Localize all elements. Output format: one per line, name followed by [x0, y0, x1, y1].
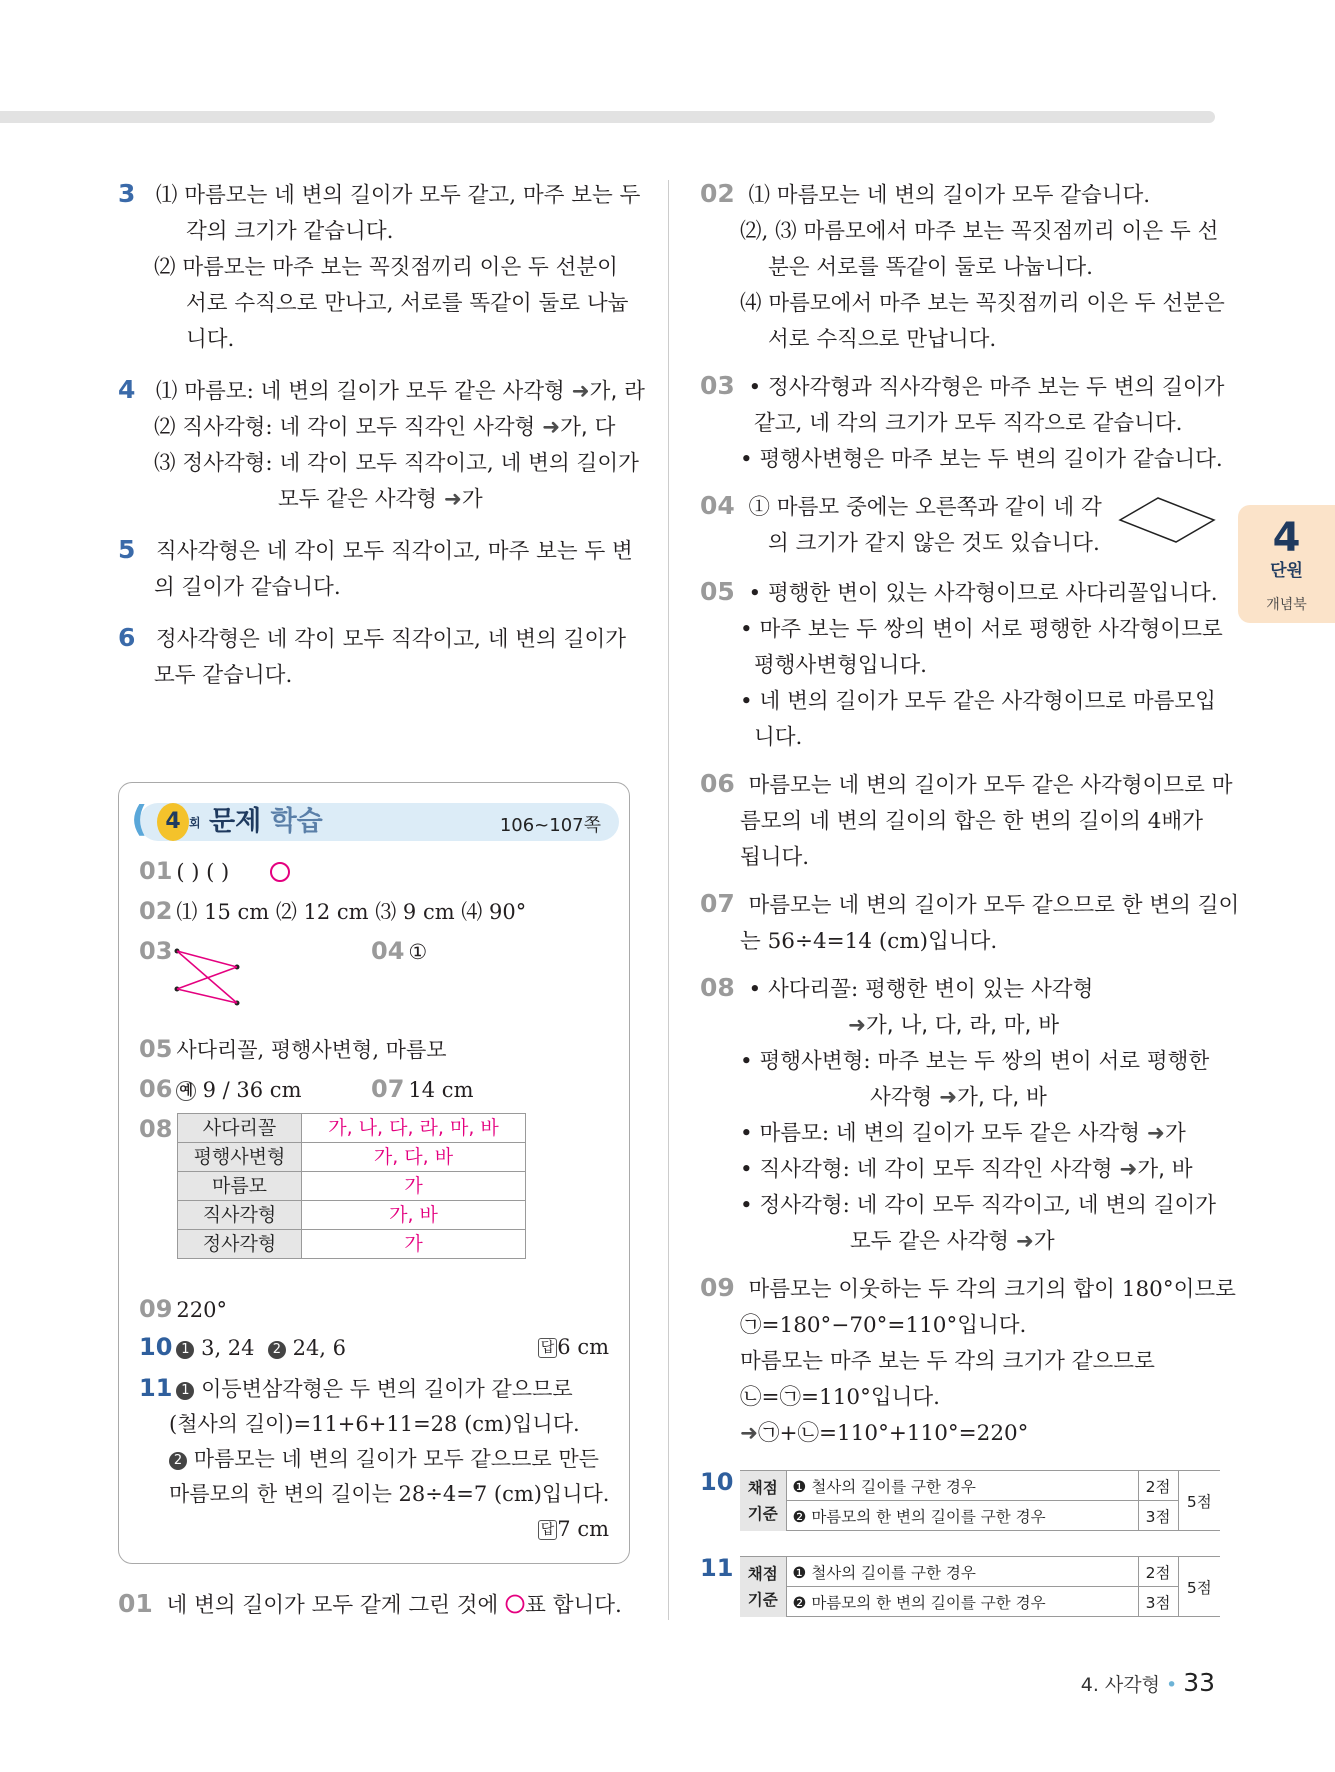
text-line: • 평행사변형은 마주 보는 두 변의 길이가 같습니다.	[740, 447, 1223, 472]
title-part-b: 학습	[270, 806, 323, 837]
bottom-answer-01	[118, 1586, 638, 1624]
text-line: ⑴ 마름모는 네 변의 길이가 모두 같습니다.	[748, 183, 1151, 208]
table-row	[740, 1557, 1220, 1587]
question-number: 03	[700, 371, 735, 400]
question-number: 06	[700, 769, 735, 798]
arrow-icon: ➜	[740, 1421, 759, 1446]
question-number: 11	[139, 1374, 173, 1402]
round-badge: 4	[157, 803, 189, 841]
study-answer-06	[139, 1073, 301, 1106]
step-1-icon: 1	[176, 1341, 194, 1359]
question-number: 05	[139, 1035, 173, 1063]
study-answer-05	[139, 1033, 447, 1066]
question-number: 02	[139, 897, 173, 925]
answer-label: 답	[538, 1520, 558, 1540]
text-line: 마름모의 한 변의 길이는 28÷4=7 (cm)입니다.	[169, 1482, 610, 1506]
table-value: 가, 다, 바	[302, 1143, 526, 1172]
criterion: ❷ 마름모의 한 변의 길이를 구한 경우	[786, 1587, 1138, 1617]
arrow-icon: ➜	[1146, 1121, 1165, 1146]
table-key: 정사각형	[178, 1230, 302, 1259]
bullet-icon: •	[1165, 1674, 1178, 1696]
study-title	[209, 804, 323, 840]
text-line: 분은 서로를 똑같이 둘로 나눕니다.	[768, 255, 1093, 280]
column-divider	[668, 180, 669, 1620]
text-line: ⑴ 마름모는 네 변의 길이가 모두 같고, 마주 보는 두	[155, 183, 641, 208]
question-number: 05	[700, 577, 735, 606]
text-line: ⑴ 마름모: 네 변의 길이가 모두 같은 사각형	[155, 379, 565, 404]
text-line: 모두 같습니다.	[154, 663, 293, 688]
arrow-icon: ➜	[1015, 1229, 1034, 1254]
text-line: 마름모는 이웃하는 두 각의 크기의 합이 180°이므로	[748, 1277, 1236, 1302]
answer-label: 답	[538, 1338, 558, 1358]
table-value: 가	[302, 1230, 526, 1259]
answer-letters: 가	[1164, 1121, 1186, 1146]
table-key: 마름모	[178, 1172, 302, 1201]
title-part-a: 문제	[209, 806, 262, 837]
question-number: 01	[139, 857, 173, 885]
page-footer	[1081, 1668, 1215, 1697]
answer-text: ⑴ 15 cm ⑵ 12 cm ⑶ 9 cm ⑷ 90°	[176, 900, 527, 924]
criterion: ❶ 철사의 길이를 구한 경우	[786, 1471, 1138, 1501]
arrow-icon: ➜	[443, 487, 462, 512]
text-line: 는 56÷4=14 (cm)입니다.	[740, 929, 998, 954]
study-answer-02	[139, 895, 526, 928]
question-number: 01	[118, 1589, 153, 1618]
study-answer-08-label	[139, 1113, 176, 1146]
text-line: 모두 같은 사각형	[850, 1229, 1010, 1254]
study-answer-11	[139, 1371, 609, 1547]
text-line: 같고, 네 각의 크기가 모두 직각으로 같습니다.	[754, 411, 1183, 436]
answer-text: 사다리꼴, 평행사변형, 마름모	[176, 1038, 447, 1062]
scoring-table-11	[740, 1556, 1220, 1617]
text-line: 마름모는 네 변의 길이가 모두 같으므로 한 변의 길이	[748, 893, 1240, 918]
question-number: 06	[139, 1075, 173, 1103]
question-number: 02	[700, 179, 735, 208]
text-line: 마름모는 마주 보는 두 각의 크기가 같으므로	[740, 1349, 1155, 1374]
text-line: (철사의 길이)=11+6+11=28 (cm)입니다.	[169, 1412, 580, 1436]
table-row	[740, 1587, 1220, 1617]
score-11-number	[700, 1552, 737, 1585]
answer-letters: 가	[461, 487, 483, 512]
points: 2점	[1138, 1471, 1178, 1501]
table-row	[178, 1230, 526, 1259]
study-answer-04	[371, 935, 427, 968]
total-points: 5점	[1178, 1471, 1220, 1531]
score-10-number	[700, 1466, 737, 1499]
scoring-table-10	[740, 1470, 1220, 1531]
page-number: 33	[1183, 1668, 1215, 1697]
answer-letters: 가	[1033, 1229, 1055, 1254]
round-suffix: 회	[189, 816, 201, 830]
text-line: • 정사각형과 직사각형은 마주 보는 두 변의 길이가	[748, 375, 1225, 400]
study-answer-03	[139, 935, 176, 968]
circle-mark-icon	[505, 1594, 525, 1614]
text-line: ㉠=180°−70°=110°입니다.	[740, 1313, 1027, 1338]
top-bar	[0, 111, 1215, 123]
text-line: 사각형	[870, 1085, 933, 1110]
text-line: • 평행사변형: 마주 보는 두 쌍의 변이 서로 평행한	[740, 1049, 1210, 1074]
text-line: ⑵ 직사각형: 네 각이 모두 직각인 사각형	[154, 415, 536, 440]
table-value: 가	[302, 1172, 526, 1201]
text-line: 서로 수직으로 만납니다.	[768, 327, 997, 352]
label-line: 기준	[747, 1590, 778, 1609]
text-line: 됩니다.	[740, 845, 810, 870]
question-number: 5	[118, 535, 136, 564]
table-row	[178, 1172, 526, 1201]
text-line: • 직사각형: 네 각이 모두 직각인 사각형	[740, 1157, 1113, 1182]
answer-02	[700, 176, 1225, 358]
answer-05	[700, 574, 1223, 756]
table-row	[178, 1143, 526, 1172]
criterion: ❷ 마름모의 한 변의 길이를 구한 경우	[786, 1501, 1138, 1531]
answer-09-right	[700, 1270, 1236, 1452]
answer-6	[118, 620, 638, 694]
answer-text: 3, 24	[201, 1336, 255, 1360]
text-line: 서로 수직으로 만나고, 서로를 똑같이 둘로 나눕	[186, 291, 629, 316]
table-row	[178, 1201, 526, 1230]
question-number: 10	[139, 1333, 173, 1361]
scoring-label	[740, 1471, 786, 1531]
text-line: 평행사변형입니다.	[754, 653, 927, 678]
study-answer-09	[139, 1293, 227, 1326]
answer-03	[700, 368, 1225, 478]
label-line: 채점	[747, 1564, 778, 1583]
study-answer-01	[139, 855, 229, 888]
question-number: 04	[371, 937, 405, 965]
step-2-icon: 2	[169, 1452, 187, 1470]
text-line: 모두 같은 사각형	[278, 487, 438, 512]
question-number: 08	[700, 973, 735, 1002]
label-line: 채점	[747, 1478, 778, 1497]
text-line: 각의 크기가 같습니다.	[186, 219, 394, 244]
step-1-icon: 1	[176, 1382, 194, 1400]
arrow-icon: ➜	[848, 1013, 867, 1038]
question-number: 09	[139, 1295, 173, 1323]
question-number: 10	[700, 1468, 734, 1496]
total-points: 5점	[1178, 1557, 1220, 1617]
text-line: ⑵, ⑶ 마름모에서 마주 보는 꼭짓점끼리 이은 두 선	[740, 219, 1219, 244]
answer-06-right	[700, 766, 1233, 876]
bracket-icon: (	[131, 799, 148, 840]
scoring-label	[740, 1557, 786, 1617]
text-line: 이등변삼각형은 두 변의 길이가 같으므로	[201, 1377, 573, 1401]
text-line: • 마름모: 네 변의 길이가 모두 같은 사각형	[740, 1121, 1141, 1146]
table-key: 사다리꼴	[178, 1114, 302, 1143]
answer-08-right	[700, 970, 1220, 1260]
quadrilateral-table	[177, 1113, 526, 1259]
question-number: 11	[700, 1554, 734, 1582]
table-key: 직사각형	[178, 1201, 302, 1230]
question-number: 3	[118, 179, 136, 208]
answer-letters: 가, 다, 바	[957, 1085, 1047, 1110]
answer-5	[118, 532, 638, 606]
text-line: 마름모는 네 변의 길이가 모두 같은 사각형이므로 마	[748, 773, 1233, 798]
answer-text: ①	[408, 940, 428, 964]
text-line: 니다.	[754, 725, 803, 750]
text-line: • 네 변의 길이가 모두 같은 사각형이므로 마름모입	[740, 689, 1216, 714]
answer-3	[118, 176, 641, 358]
answer-letters: 가, 나, 다, 라, 마, 바	[866, 1013, 1059, 1038]
text-line: ⑵ 마름모는 마주 보는 꼭짓점끼리 이은 두 선분이	[154, 255, 618, 280]
points: 2점	[1138, 1557, 1178, 1587]
criterion: ❶ 철사의 길이를 구한 경우	[786, 1557, 1138, 1587]
text-line: • 마주 보는 두 쌍의 변이 서로 평행한 사각형이므로	[740, 617, 1223, 642]
text-line: 표 합니다.	[525, 1593, 622, 1618]
question-number: 08	[139, 1115, 173, 1143]
example-badge: 예	[176, 1081, 196, 1101]
arrow-icon: ➜	[542, 415, 561, 440]
final-answer: 7 cm	[557, 1517, 609, 1541]
text-line: 마름모는 네 변의 길이가 모두 같으므로 만든	[193, 1447, 599, 1471]
question-number: 04	[700, 491, 735, 520]
book-label: 개념북	[1266, 597, 1307, 613]
text-line: • 정사각형: 네 각이 모두 직각이고, 네 변의 길이가	[740, 1193, 1217, 1218]
table-row	[740, 1501, 1220, 1531]
text-line: 의 길이가 같습니다.	[154, 575, 341, 600]
text-line: ㉡=㉠=110°입니다.	[740, 1385, 940, 1410]
step-2-icon: 2	[268, 1341, 286, 1359]
answer-letters: 가, 라	[589, 379, 645, 404]
text-line: 정사각형은 네 각이 모두 직각이고, 네 변의 길이가	[155, 627, 626, 652]
text-line: • 평행한 변이 있는 사각형이므로 사다리꼴입니다.	[748, 581, 1218, 606]
table-value: 가, 바	[302, 1201, 526, 1230]
answer-letters: 가, 바	[1137, 1157, 1193, 1182]
text-line: ⑶ 정사각형: 네 각이 모두 직각이고, 네 변의 길이가	[154, 451, 639, 476]
text-line: 름모의 네 변의 길이의 합은 한 변의 길이의 4배가	[740, 809, 1203, 834]
text-line: 니다.	[186, 327, 235, 352]
problem-study-box	[118, 782, 630, 1564]
points: 3점	[1138, 1501, 1178, 1531]
question-number: 03	[139, 937, 173, 965]
answer-text: 24, 6	[292, 1336, 347, 1360]
rhombus-figure	[1118, 496, 1218, 544]
table-row	[178, 1114, 526, 1143]
arrow-icon: ➜	[1119, 1157, 1138, 1182]
text-line: 직사각형은 네 각이 모두 직각이고, 마주 보는 두 변	[155, 539, 633, 564]
study-header	[131, 799, 619, 841]
label-line: 기준	[747, 1504, 778, 1523]
question-number: 07	[371, 1075, 405, 1103]
points: 3점	[1138, 1587, 1178, 1617]
text-line: 의 크기가 같지 않은 것도 있습니다.	[768, 531, 1100, 556]
text-line: ① 마름모 중에는 오른쪽과 같이 네 각	[748, 495, 1102, 520]
final-answer: 6 cm	[557, 1335, 609, 1359]
chapter-number: 4	[1272, 515, 1301, 561]
answer-07-right	[700, 886, 1240, 960]
question-number: 09	[700, 1273, 735, 1302]
answer-text: 9 / 36 cm	[202, 1078, 302, 1102]
answer-letters: 가, 다	[560, 415, 616, 440]
answer-4	[118, 372, 645, 518]
answer-text: 14 cm	[408, 1078, 474, 1102]
study-answer-07	[371, 1073, 473, 1106]
text-line: • 사다리꼴: 평행한 변이 있는 사각형	[748, 977, 1094, 1002]
matching-lines-diagram	[175, 949, 239, 1005]
text-line: 네 변의 길이가 모두 같게 그린 것에	[166, 1593, 499, 1618]
table-key: 평행사변형	[178, 1143, 302, 1172]
chapter-side-tab	[1238, 505, 1335, 623]
question-number: 6	[118, 623, 136, 652]
question-number: 4	[118, 375, 136, 404]
page-range: 106~107쪽	[499, 815, 601, 836]
answer-text: 220°	[176, 1298, 227, 1322]
question-number: 07	[700, 889, 735, 918]
arrow-icon: ➜	[571, 379, 590, 404]
unit-label: 단원	[1270, 561, 1303, 581]
answer-text: ( ) ( )	[176, 860, 230, 884]
table-row	[740, 1471, 1220, 1501]
table-value: 가, 나, 다, 라, 마, 바	[302, 1114, 526, 1143]
text-line: ⑷ 마름모에서 마주 보는 꼭짓점끼리 이은 두 선분은	[740, 291, 1225, 316]
arrow-icon: ➜	[939, 1085, 958, 1110]
study-answer-10	[139, 1331, 609, 1364]
text-line: ㉠+㉡=110°+110°=220°	[758, 1421, 1029, 1446]
chapter-title: 4. 사각형	[1080, 1674, 1160, 1696]
circle-mark-icon	[269, 861, 291, 883]
